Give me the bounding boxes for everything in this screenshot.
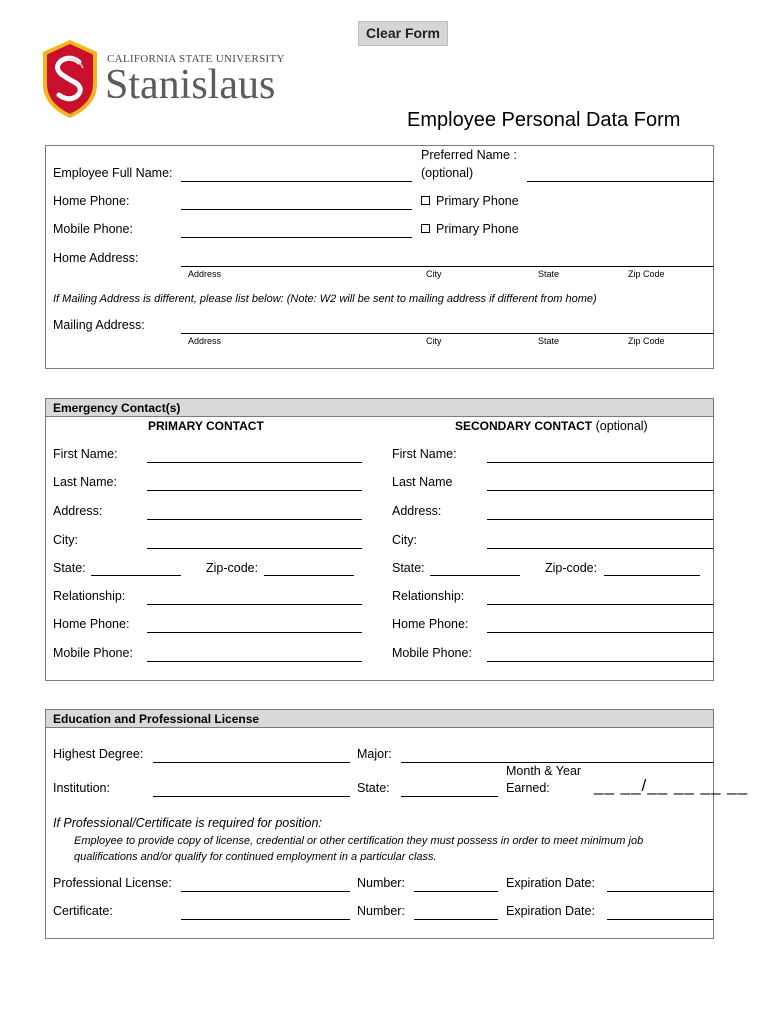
primary-last-name-label: Last Name: bbox=[53, 475, 117, 489]
secondary-state-label: State: bbox=[392, 561, 425, 575]
mailing-note: If Mailing Address is different, please list below: (Note: W2 will be sent to mailing address if different from home) bbox=[53, 293, 597, 305]
home-address-field[interactable] bbox=[181, 266, 713, 267]
primary-home-phone-field[interactable] bbox=[147, 632, 362, 633]
education-header: Education and Professional License bbox=[45, 709, 714, 728]
edu-state-label: State: bbox=[357, 781, 390, 795]
primary-state-field[interactable] bbox=[91, 575, 181, 576]
certificate-expiration-label: Expiration Date: bbox=[506, 904, 595, 918]
shield-logo-icon bbox=[40, 38, 100, 120]
license-number-field[interactable] bbox=[414, 891, 498, 892]
primary-city-field[interactable] bbox=[147, 548, 362, 549]
certificate-label: Certificate: bbox=[53, 904, 113, 918]
mailing-address-sub-zip: Zip Code bbox=[628, 336, 665, 346]
mobile-primary-phone-checkbox[interactable] bbox=[421, 224, 430, 233]
license-expiration-label: Expiration Date: bbox=[506, 876, 595, 890]
primary-city-label: City: bbox=[53, 533, 78, 547]
logo-line-2: Stanislaus bbox=[105, 62, 276, 108]
primary-address-field[interactable] bbox=[147, 519, 362, 520]
primary-state-label: State: bbox=[53, 561, 86, 575]
secondary-contact-optional: (optional) bbox=[595, 419, 648, 433]
preferred-name-label-2: (optional) bbox=[421, 166, 474, 180]
mailing-address-sub-state: State bbox=[538, 336, 560, 346]
primary-contact-title: PRIMARY CONTACT bbox=[148, 419, 264, 433]
primary-zip-label: Zip-code: bbox=[206, 561, 259, 575]
home-primary-phone-label: Primary Phone bbox=[436, 194, 519, 208]
secondary-relationship-field[interactable] bbox=[487, 604, 713, 605]
full-name-field[interactable] bbox=[181, 181, 412, 182]
home-address-sub-state: State bbox=[538, 269, 560, 279]
primary-address-label: Address: bbox=[53, 504, 103, 518]
emergency-section bbox=[45, 398, 714, 681]
primary-mobile-phone-label: Mobile Phone: bbox=[53, 646, 133, 660]
month-year-label: Month & Year bbox=[506, 764, 582, 778]
edu-state-field[interactable] bbox=[401, 796, 498, 797]
preferred-name-field[interactable] bbox=[527, 181, 713, 182]
home-address-sub-zip: Zip Code bbox=[628, 269, 665, 279]
preferred-name-label-1: Preferred Name : bbox=[421, 148, 517, 162]
mobile-primary-phone-label: Primary Phone bbox=[436, 222, 519, 236]
prof-license-label: Professional License: bbox=[53, 876, 172, 890]
clear-form-button[interactable]: Clear Form bbox=[358, 21, 448, 46]
mobile-phone-label: Mobile Phone: bbox=[53, 222, 133, 236]
certificate-number-label: Number: bbox=[357, 904, 405, 918]
page-title: Employee Personal Data Form bbox=[407, 109, 681, 131]
secondary-first-name-field[interactable] bbox=[487, 462, 713, 463]
secondary-city-label: City: bbox=[392, 533, 417, 547]
institution-label: Institution: bbox=[53, 781, 110, 795]
secondary-mobile-phone-label: Mobile Phone: bbox=[392, 646, 472, 660]
primary-relationship-field[interactable] bbox=[147, 604, 362, 605]
logo-line-1: CALIFORNIA STATE UNIVERSITY bbox=[107, 53, 285, 65]
primary-first-name-field[interactable] bbox=[147, 462, 362, 463]
home-address-sub-address: Address bbox=[188, 269, 222, 279]
emergency-header: Emergency Contact(s) bbox=[45, 398, 714, 417]
home-primary-phone-checkbox[interactable] bbox=[421, 196, 430, 205]
home-address-label: Home Address: bbox=[53, 251, 139, 265]
secondary-address-label: Address: bbox=[392, 504, 442, 518]
earned-date-field[interactable]: __ __/__ __ __ __ bbox=[594, 776, 749, 795]
secondary-first-name-label: First Name: bbox=[392, 447, 457, 461]
secondary-city-field[interactable] bbox=[487, 548, 713, 549]
major-label: Major: bbox=[357, 747, 392, 761]
prof-note: If Professional/Certificate is required for position: bbox=[53, 816, 322, 830]
primary-relationship-label: Relationship: bbox=[53, 589, 126, 603]
certificate-number-field[interactable] bbox=[414, 919, 498, 920]
secondary-last-name-field[interactable] bbox=[487, 490, 713, 491]
primary-home-phone-label: Home Phone: bbox=[53, 617, 130, 631]
secondary-mobile-phone-field[interactable] bbox=[487, 661, 713, 662]
secondary-contact-title-wrap bbox=[455, 419, 648, 434]
certificate-field[interactable] bbox=[181, 919, 350, 920]
home-phone-label: Home Phone: bbox=[53, 194, 130, 208]
prof-license-field[interactable] bbox=[181, 891, 350, 892]
mobile-phone-field[interactable] bbox=[181, 237, 412, 238]
home-address-sub-city: City bbox=[426, 269, 442, 279]
secondary-address-field[interactable] bbox=[487, 519, 713, 520]
highest-degree-label: Highest Degree: bbox=[53, 747, 144, 761]
prof-detail-2: qualifications and/or qualify for continued employment in a particular class. bbox=[74, 851, 437, 863]
mailing-address-label: Mailing Address: bbox=[53, 318, 145, 332]
mailing-address-sub-city: City bbox=[426, 336, 442, 346]
earned-label: Earned: bbox=[506, 781, 550, 795]
secondary-state-field[interactable] bbox=[430, 575, 520, 576]
institution-field[interactable] bbox=[153, 796, 350, 797]
primary-mobile-phone-field[interactable] bbox=[147, 661, 362, 662]
highest-degree-field[interactable] bbox=[153, 762, 350, 763]
full-name-label: Employee Full Name: bbox=[53, 166, 173, 180]
secondary-last-name-label: Last Name bbox=[392, 475, 453, 489]
secondary-zip-label: Zip-code: bbox=[545, 561, 598, 575]
license-expiration-field[interactable] bbox=[607, 891, 713, 892]
prof-detail-1: Employee to provide copy of license, credential or other certification they must possess in order to meet minimum job bbox=[74, 835, 644, 847]
mailing-address-field[interactable] bbox=[181, 333, 713, 334]
primary-zip-field[interactable] bbox=[264, 575, 354, 576]
primary-first-name-label: First Name: bbox=[53, 447, 118, 461]
home-phone-field[interactable] bbox=[181, 209, 412, 210]
secondary-zip-field[interactable] bbox=[604, 575, 700, 576]
secondary-home-phone-label: Home Phone: bbox=[392, 617, 469, 631]
secondary-home-phone-field[interactable] bbox=[487, 632, 713, 633]
certificate-expiration-field[interactable] bbox=[607, 919, 713, 920]
secondary-contact-title: SECONDARY CONTACT bbox=[455, 419, 593, 433]
secondary-relationship-label: Relationship: bbox=[392, 589, 465, 603]
major-field[interactable] bbox=[401, 762, 713, 763]
mailing-address-sub-address: Address bbox=[188, 336, 222, 346]
primary-last-name-field[interactable] bbox=[147, 490, 362, 491]
license-number-label: Number: bbox=[357, 876, 405, 890]
